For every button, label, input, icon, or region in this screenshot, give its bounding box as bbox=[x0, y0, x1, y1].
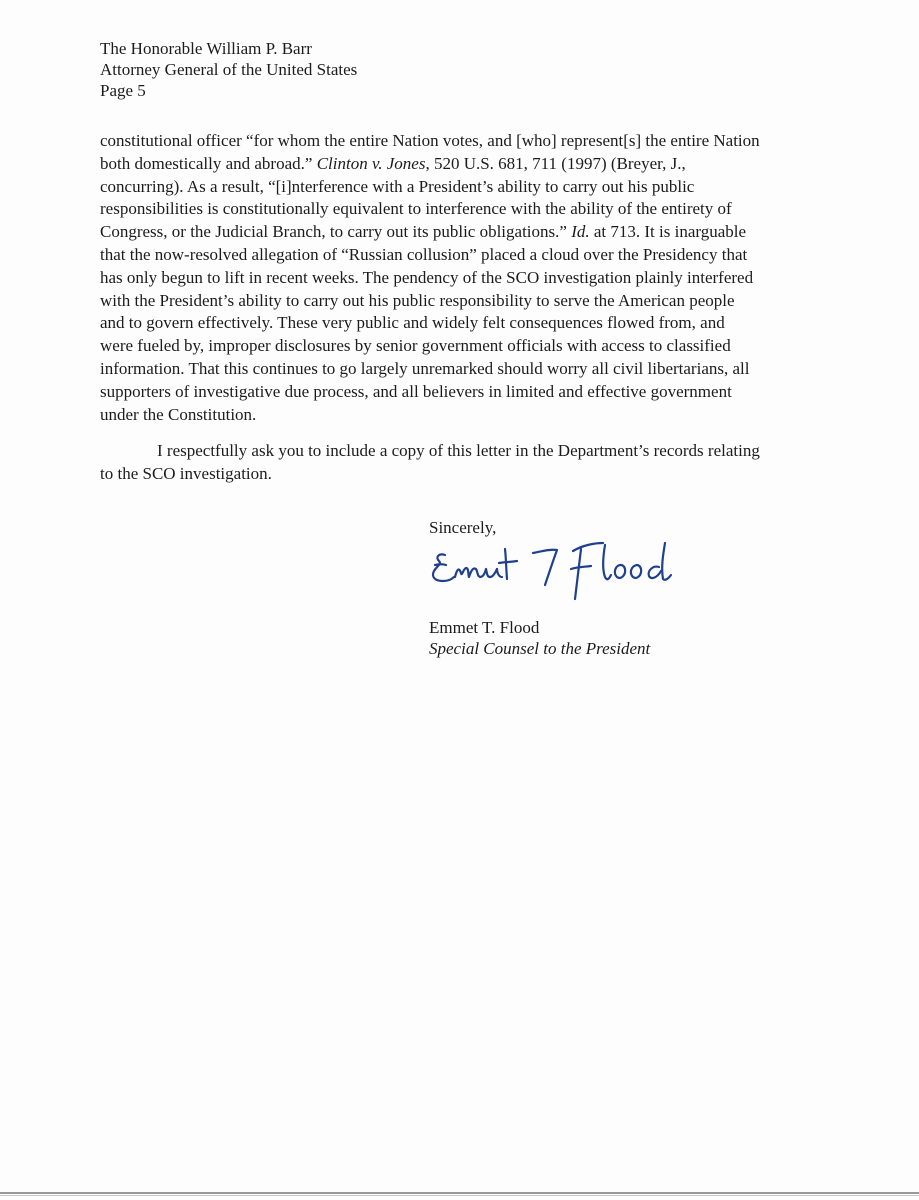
text-line bbox=[100, 335, 820, 358]
letter-header bbox=[100, 38, 357, 101]
line-text: has only begun to lift in recent weeks. The pendency of the SCO investigation plainly interfered bbox=[100, 267, 754, 287]
line-text: Congress, or the Judicial Branch, to carry out its public obligations.” bbox=[100, 222, 572, 242]
text-line bbox=[100, 153, 820, 176]
page-number: Page 5 bbox=[100, 81, 146, 100]
text-line bbox=[100, 440, 820, 463]
citation-text: Id. bbox=[571, 222, 590, 242]
citation-text: Clinton v. Jones bbox=[316, 153, 426, 173]
text-line bbox=[100, 130, 820, 153]
text-line bbox=[100, 198, 820, 221]
addressee-office: Attorney General of the United States bbox=[100, 60, 358, 79]
line-text: that the now-resolved allegation of “Russian collusion” placed a cloud over the Presidency that bbox=[100, 244, 748, 264]
text-line bbox=[100, 221, 820, 244]
line-text: constitutional officer “for whom the entire Nation votes, and [who] represent[s] the entire Nation bbox=[100, 131, 760, 150]
text-line bbox=[100, 244, 820, 267]
handwritten-signature bbox=[425, 535, 705, 607]
line-text: both domestically and abroad.” bbox=[100, 153, 317, 173]
addressee-name: The Honorable William P. Barr bbox=[100, 39, 312, 58]
text-line bbox=[100, 267, 820, 290]
body-paragraph-2 bbox=[100, 440, 820, 486]
line-text: , 520 U.S. 681, 711 (1997) (Breyer, J., bbox=[425, 153, 686, 173]
line-text: were fueled by, improper disclosures by senior government officials with access to classified bbox=[100, 336, 731, 356]
text-line bbox=[100, 312, 820, 335]
scan-edge-line bbox=[0, 1185, 919, 1200]
signer-title: Special Counsel to the President bbox=[429, 639, 651, 658]
line-text: with the President’s ability to carry out his public responsibility to serve the American people bbox=[100, 290, 735, 310]
line-text: under the Constitution. bbox=[100, 404, 257, 424]
signer-name: Emmet T. Flood bbox=[429, 618, 540, 637]
line-text: concurring). As a result, “[i]nterference with a President’s ability to carry out his public bbox=[100, 176, 695, 196]
text-line bbox=[100, 290, 820, 313]
text-line bbox=[100, 463, 820, 486]
closing-salutation: Sincerely, bbox=[429, 518, 497, 537]
text-line bbox=[100, 358, 820, 381]
line-text: responsibilities is constitutionally equivalent to interference with the ability of the entirety of bbox=[100, 199, 732, 219]
line-text: information. That this continues to go largely unremarked should worry all civil libertarians, all bbox=[100, 358, 750, 378]
line-text: to the SCO investigation. bbox=[100, 463, 272, 483]
body-paragraph-1 bbox=[100, 130, 820, 426]
line-text: and to govern effectively. These very public and widely felt consequences flowed from, and bbox=[100, 313, 725, 333]
text-line bbox=[100, 381, 820, 404]
line-text: at 713. It is inarguable bbox=[589, 222, 747, 242]
text-line bbox=[100, 176, 820, 199]
line-text: I respectfully ask you to include a copy of this letter in the Department’s records relating bbox=[157, 441, 760, 460]
line-text: supporters of investigative due process, and all believers in limited and effective government bbox=[100, 381, 732, 401]
text-line bbox=[100, 404, 820, 427]
